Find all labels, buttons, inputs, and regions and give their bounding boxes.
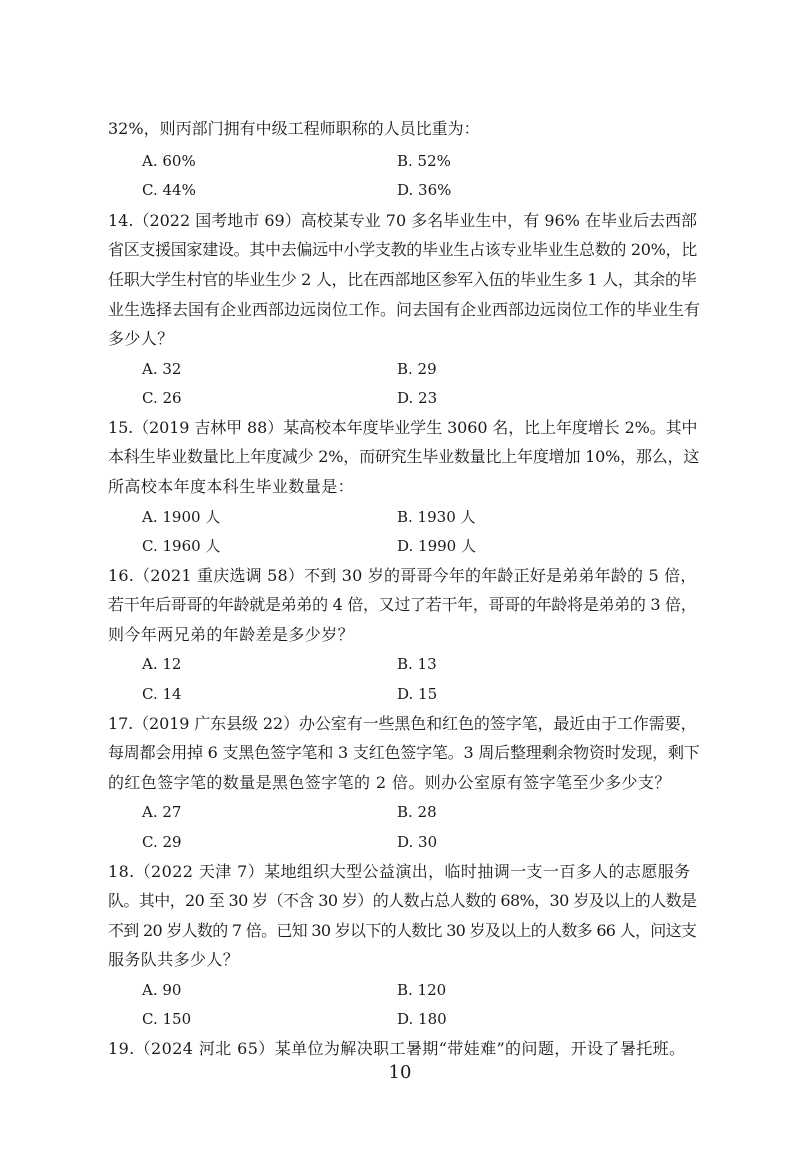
question-16-line-2: 若干年后哥哥的年龄就是弟弟的 4 倍，又过了若干年，哥哥的年龄将是弟弟的 3 倍，: [108, 595, 697, 614]
question-16-line-3: 则今年两兄弟的年龄差是多少岁？: [108, 625, 355, 644]
q16-option-d: D. 15: [397, 685, 438, 703]
q18-option-c: C. 150: [142, 1010, 192, 1028]
page-number: 10: [388, 1062, 412, 1083]
q14-option-c: C. 26: [142, 389, 182, 407]
option-c: C. 44%: [142, 181, 196, 199]
question-18-line-1: 18.（2022 天津 7）某地组织大型公益演出，临时抽调一支一百多人的志愿服务: [108, 862, 691, 881]
q14-option-a: A. 32: [142, 360, 182, 378]
q15-option-d: D. 1990 人: [397, 537, 476, 555]
question-17-line-3: 的红色签字笔的数量是黑色签字笔的 2 倍。则办公室原有签字笔至少多少支？: [108, 773, 671, 792]
q14-option-b: B. 29: [397, 360, 437, 378]
question-17-line-1: 17.（2019 广东县级 22）办公室有一些黑色和红色的签字笔，最近由于工作需要，: [108, 714, 697, 733]
option-b: B. 52%: [397, 152, 451, 170]
q18-option-d: D. 180: [397, 1010, 447, 1028]
question-14-line-4: 业生选择去国有企业西部边远岗位工作。问去国有企业西部边远岗位工作的毕业生有: [108, 300, 700, 319]
q17-option-a: A. 27: [142, 803, 182, 821]
q16-option-a: A. 12: [142, 655, 182, 673]
q15-option-c: C. 1960 人: [142, 537, 221, 555]
continuation-line: 32%，则丙部门拥有中级工程师职称的人员比重为：: [108, 119, 480, 138]
q16-option-b: B. 13: [397, 655, 437, 673]
question-19-line-1: 19.（2024 河北 65）某单位为解决职工暑期“带娃难”的问题，开设了暑托班。: [108, 1039, 686, 1058]
question-15-line-2: 本科生毕业数量比上年度减少 2%，而研究生毕业数量比上年度增加 10%，那么，这: [108, 447, 700, 466]
q17-option-b: B. 28: [397, 803, 437, 821]
q18-option-a: A. 90: [142, 981, 182, 999]
question-14-line-2: 省区支援国家建设。其中去偏远中小学支教的毕业生占该专业毕业生总数的 20%，比: [108, 240, 697, 259]
question-17-line-2: 每周都会用掉 6 支黑色签字笔和 3 支红色签字笔。3 周后整理剩余物资时发现，剩下: [108, 743, 700, 762]
question-14-line-1: 14.（2022 国考地市 69）高校某专业 70 多名毕业生中，有 96% 在毕业后去西部: [108, 211, 697, 230]
q18-option-b: B. 120: [397, 981, 447, 999]
option-a: A. 60%: [142, 152, 196, 170]
q17-option-c: C. 29: [142, 833, 182, 851]
q15-option-b: B. 1930 人: [397, 508, 476, 526]
q15-option-a: A. 1900 人: [142, 508, 221, 526]
question-18-line-2: 队。其中，20 至 30 岁（不含 30 岁）的人数占总人数的 68%，30 岁及以上的人数是: [108, 891, 697, 910]
question-15-line-3: 所高校本年度本科生毕业数量是：: [108, 477, 355, 496]
question-14-line-5: 多少人？: [108, 329, 174, 348]
q16-option-c: C. 14: [142, 685, 182, 703]
question-18-line-4: 服务队共多少人？: [108, 950, 240, 969]
question-15-line-1: 15.（2019 吉林甲 88）某高校本年度毕业学生 3060 名，比上年度增长 2%。其中: [108, 418, 698, 437]
question-16-line-1: 16.（2021 重庆选调 58）不到 30 岁的哥哥今年的年龄正好是弟弟年龄的 5 倍，: [108, 566, 697, 585]
question-14-line-3: 任职大学生村官的毕业生少 2 人，比在西部地区参军入伍的毕业生多 1 人，其余的毕: [108, 270, 697, 289]
q14-option-d: D. 23: [397, 389, 438, 407]
q17-option-d: D. 30: [397, 833, 438, 851]
option-d: D. 36%: [397, 181, 452, 199]
question-18-line-3: 不到 20 岁人数的 7 倍。已知 30 岁以下的人数比 30 岁及以上的人数多 66 人，问这支: [108, 921, 697, 940]
